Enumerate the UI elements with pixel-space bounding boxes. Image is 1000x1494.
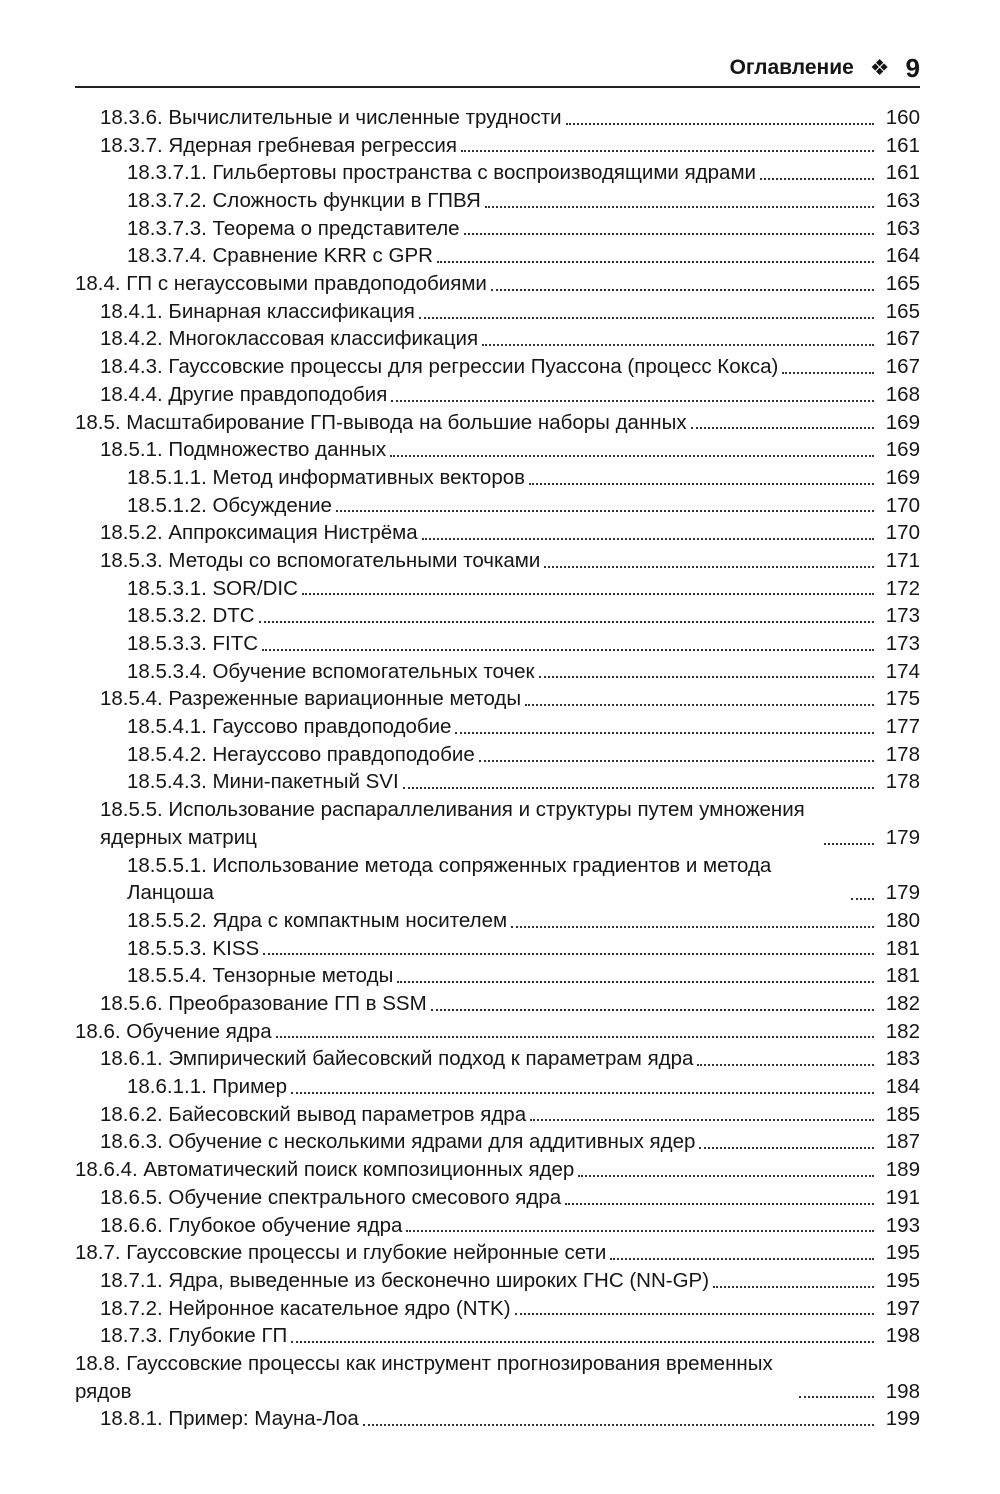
toc-entry-title: 18.5.3.3. FITC — [127, 632, 259, 656]
toc-entry-page: 169 — [885, 465, 920, 489]
toc-entry-title: 18.6.4. Автоматический поиск композиционных ядер — [75, 1158, 575, 1182]
dot-leader — [437, 261, 874, 263]
toc-entry-title: 18.8.1. Пример: Мауна-Лоа — [100, 1407, 359, 1431]
toc-entry[interactable] — [75, 630, 920, 658]
dot-leader — [336, 510, 874, 512]
toc-entry[interactable] — [75, 990, 920, 1018]
dot-leader — [525, 704, 874, 706]
dot-leader — [491, 289, 874, 291]
toc-entry-page: 198 — [885, 1379, 920, 1403]
toc-entry-title: 18.6.1.1. Пример — [127, 1075, 287, 1099]
toc-entry-page: 184 — [885, 1075, 920, 1099]
toc-entry[interactable] — [75, 1350, 920, 1405]
toc-entry-page: 164 — [885, 244, 920, 268]
toc-entry-title: 18.5.1.2. Обсуждение — [127, 493, 332, 517]
toc-entry[interactable] — [75, 353, 920, 381]
toc-entry-title: 18.5.1. Подмножество данных — [100, 438, 387, 462]
toc-entry-page: 198 — [885, 1324, 920, 1348]
toc-entry[interactable] — [75, 547, 920, 575]
toc-entry-page: 187 — [885, 1130, 920, 1154]
toc-entry-page: 161 — [885, 161, 920, 185]
dot-leader — [390, 455, 874, 457]
toc-entry[interactable] — [75, 492, 920, 520]
dot-leader — [422, 538, 874, 540]
toc-entry[interactable] — [75, 962, 920, 990]
dot-leader — [485, 206, 874, 208]
toc-entry-title: 18.5.3.4. Обучение вспомогательных точек — [127, 659, 535, 683]
toc-entry-page: 174 — [885, 659, 920, 683]
toc-entry[interactable] — [75, 159, 920, 187]
dot-leader — [691, 427, 874, 429]
header-title: Оглавление — [729, 56, 854, 79]
toc-entry-page: 180 — [885, 908, 920, 932]
toc-entry-page: 193 — [885, 1213, 920, 1237]
toc-entry-page: 170 — [885, 493, 920, 517]
toc-entry[interactable] — [75, 852, 920, 907]
dot-leader — [697, 1064, 874, 1066]
toc-entry-title: 18.4.1. Бинарная классификация — [100, 299, 415, 323]
dot-leader — [291, 1341, 874, 1343]
toc-entry-page: 179 — [885, 825, 920, 849]
toc-entry-page: 165 — [885, 299, 920, 323]
toc-entry-title: 18.5.6. Преобразование ГП в SSM — [100, 992, 427, 1016]
dot-leader — [529, 483, 874, 485]
dot-leader — [461, 150, 874, 152]
dot-leader — [782, 372, 874, 374]
toc-entry-page: 173 — [885, 632, 920, 656]
diamond-ornament-icon: ❖ — [869, 55, 890, 80]
toc-entry-title: 18.5.5. Использование распараллеливания и структуры путем умножения ядерных матриц — [100, 798, 805, 849]
toc-entry[interactable] — [75, 1073, 920, 1101]
toc-entry[interactable] — [75, 1156, 920, 1184]
toc-entry[interactable] — [75, 658, 920, 686]
toc-entry-page: 178 — [885, 742, 920, 766]
dot-leader — [824, 843, 874, 845]
toc-entry-title: 18.3.7.4. Сравнение KRR с GPR — [127, 244, 433, 268]
toc-entry-title: 18.5.3.2. DTC — [127, 604, 255, 628]
toc-entry[interactable] — [75, 298, 920, 326]
toc-entry[interactable] — [75, 1239, 920, 1267]
toc-entry[interactable] — [75, 187, 920, 215]
toc-entry[interactable] — [75, 409, 920, 437]
toc-entry-title: 18.7.2. Нейронное касательное ядро (NTK) — [100, 1296, 511, 1320]
dot-leader — [302, 593, 874, 595]
toc-entry[interactable] — [75, 1322, 920, 1350]
toc-entry-title: 18.6.2. Байесовский вывод параметров ядра — [100, 1102, 527, 1126]
toc-entry-title: 18.3.7.3. Теорема о представителе — [127, 216, 460, 240]
toc-entry-page: 167 — [885, 327, 920, 351]
dot-leader — [578, 1175, 874, 1177]
toc-entry-page: 173 — [885, 604, 920, 628]
toc-entry[interactable] — [75, 464, 920, 492]
toc-entry[interactable] — [75, 575, 920, 603]
toc-entry-page: 197 — [885, 1296, 920, 1320]
dot-leader — [566, 123, 874, 125]
toc-entry-title: 18.3.6. Вычислительные и численные трудности — [100, 105, 562, 129]
toc-entry-page: 195 — [885, 1268, 920, 1292]
toc-entry-title: 18.6.5. Обучение спектрального смесового ядра — [100, 1185, 562, 1209]
toc-entry-page: 179 — [885, 881, 920, 905]
dot-leader — [799, 1396, 874, 1398]
toc-entry-page: 185 — [885, 1102, 920, 1126]
dot-leader — [259, 621, 874, 623]
toc-entry-title: 18.5.5.4. Тензорные методы — [127, 964, 394, 988]
dot-leader — [397, 981, 874, 983]
toc-entry-page: 195 — [885, 1241, 920, 1265]
toc-entry-title: 18.6.3. Обучение с несколькими ядрами для аддитивных ядер — [100, 1130, 696, 1154]
toc-entry[interactable] — [75, 1212, 920, 1240]
toc-entry-title: 18.4.4. Другие правдоподобия — [100, 382, 388, 406]
toc-entry-title: 18.5.5.2. Ядра с компактным носителем — [127, 908, 508, 932]
dot-leader — [699, 1147, 874, 1149]
toc-entry-title: 18.5.4.3. Мини-пакетный SVI — [127, 770, 399, 794]
toc-entry-title: 18.5.3.1. SOR/DIC — [127, 576, 298, 600]
dot-leader — [464, 233, 874, 235]
dot-leader — [291, 1092, 874, 1094]
toc-entry[interactable] — [75, 1184, 920, 1212]
dot-leader — [455, 732, 874, 734]
toc-entry[interactable] — [75, 132, 920, 160]
dot-leader — [851, 898, 874, 900]
dot-leader — [544, 566, 874, 568]
toc-entry[interactable] — [75, 741, 920, 769]
toc-entry-title: 18.3.7.2. Сложность функции в ГПВЯ — [127, 189, 481, 213]
toc-entry[interactable] — [75, 519, 920, 547]
dot-leader — [391, 400, 874, 402]
header-page-number: 9 — [905, 52, 920, 83]
dot-leader — [530, 1119, 874, 1121]
toc-entry-title: 18.5.4.2. Негауссово правдоподобие — [127, 742, 475, 766]
toc-entry-page: 171 — [885, 548, 920, 572]
toc-entry-title: 18.7.1. Ядра, выведенные из бесконечно широких ГНС (NN-GP) — [100, 1268, 710, 1292]
toc-entry-title: 18.5.5.1. Использование метода сопряженных градиентов и метода Ланцоша — [127, 853, 772, 905]
toc-entry-page: 191 — [885, 1185, 920, 1209]
toc-entry[interactable] — [75, 215, 920, 243]
toc-entry-title: 18.3.7.1. Гильбертовы пространства с воспроизводящими ядрами — [127, 161, 756, 185]
toc-entry-page: 183 — [885, 1047, 920, 1071]
toc-entry-page: 170 — [885, 521, 920, 545]
toc-entry-page: 181 — [885, 964, 920, 988]
dot-leader — [363, 1424, 874, 1426]
toc-entry-title: 18.8. Гауссовские процессы как инструмент прогнозирования временных рядов — [75, 1351, 773, 1403]
dot-leader — [482, 344, 874, 346]
toc-entry-title: 18.5.4.1. Гауссово правдоподобие — [127, 715, 452, 739]
toc-entry[interactable] — [75, 1128, 920, 1156]
dot-leader — [515, 1313, 874, 1315]
toc-entry[interactable] — [75, 769, 920, 797]
toc-entry-page: 167 — [885, 355, 920, 379]
toc-entry-page: 178 — [885, 770, 920, 794]
toc-entry[interactable] — [75, 1101, 920, 1129]
toc-entry-page: 177 — [885, 715, 920, 739]
dot-leader — [263, 953, 874, 955]
toc-entry-title: 18.7. Гауссовские процессы и глубокие нейронные сети — [75, 1241, 607, 1265]
toc-entry-title: 18.4.2. Многоклассовая классификация — [100, 327, 479, 351]
dot-leader — [610, 1258, 874, 1260]
toc-entry[interactable] — [75, 713, 920, 741]
toc-entry[interactable] — [75, 1267, 920, 1295]
toc-entry[interactable] — [75, 1405, 920, 1433]
dot-leader — [713, 1286, 874, 1288]
dot-leader — [406, 1230, 874, 1232]
toc-entry-page: 169 — [885, 438, 920, 462]
toc-entry[interactable] — [75, 436, 920, 464]
toc-entry[interactable] — [75, 935, 920, 963]
toc-entry[interactable] — [75, 796, 920, 851]
toc-entry-title: 18.5.4. Разреженные вариационные методы — [100, 687, 522, 711]
toc-entry-title: 18.6.1. Эмпирический байесовский подход к параметрам ядра — [100, 1047, 694, 1071]
toc-entry-page: 161 — [885, 133, 920, 157]
dot-leader — [431, 1009, 874, 1011]
dot-leader — [760, 178, 874, 180]
toc-entry-page: 175 — [885, 687, 920, 711]
toc-entry-title: 18.6. Обучение ядра — [75, 1019, 272, 1043]
toc-entry-title: 18.5.2. Аппроксимация Нистрёма — [100, 521, 418, 545]
toc-entry[interactable] — [75, 1045, 920, 1073]
dot-leader — [419, 317, 874, 319]
toc-entry-title: 18.6.6. Глубокое обучение ядра — [100, 1213, 403, 1237]
dot-leader — [403, 787, 874, 789]
toc-entry[interactable] — [75, 242, 920, 270]
toc-entry-title: 18.4.3. Гауссовские процессы для регрессии Пуассона (процесс Кокса) — [100, 355, 779, 379]
toc-entry-page: 165 — [885, 272, 920, 296]
dot-leader — [539, 676, 875, 678]
toc-entry-title: 18.5.1.1. Метод информативных векторов — [127, 465, 526, 489]
toc-entry[interactable] — [75, 602, 920, 630]
toc-entry-title: 18.7.3. Глубокие ГП — [100, 1324, 288, 1348]
toc-entry-page: 168 — [885, 382, 920, 406]
toc-entry-page: 163 — [885, 189, 920, 213]
toc-entry[interactable] — [75, 381, 920, 409]
dot-leader — [262, 649, 874, 651]
toc-entry-title: 18.5.5.3. KISS — [127, 936, 260, 960]
dot-leader — [511, 926, 874, 928]
toc-entry[interactable] — [75, 1295, 920, 1323]
dot-leader — [565, 1203, 874, 1205]
table-of-contents — [75, 104, 920, 1433]
toc-entry-page: 199 — [885, 1407, 920, 1431]
toc-entry-page: 160 — [885, 105, 920, 129]
toc-entry[interactable] — [75, 104, 920, 132]
toc-entry[interactable] — [75, 1018, 920, 1046]
toc-entry[interactable] — [75, 907, 920, 935]
toc-entry-title: 18.5.3. Методы со вспомогательными точками — [100, 548, 541, 572]
toc-entry-page: 181 — [885, 936, 920, 960]
toc-entry-title: 18.4. ГП с негауссовыми правдоподобиями — [75, 272, 487, 296]
dot-leader — [479, 760, 874, 762]
toc-entry-page: 169 — [885, 410, 920, 434]
dot-leader — [276, 1036, 874, 1038]
toc-entry-page: 172 — [885, 576, 920, 600]
toc-entry[interactable] — [75, 326, 920, 354]
toc-entry-page: 189 — [885, 1158, 920, 1182]
toc-entry-page: 182 — [885, 992, 920, 1016]
toc-entry-page: 182 — [885, 1019, 920, 1043]
toc-entry-page: 163 — [885, 216, 920, 240]
toc-entry[interactable] — [75, 685, 920, 713]
running-header — [75, 50, 920, 88]
toc-entry[interactable] — [75, 270, 920, 298]
toc-entry-title: 18.3.7. Ядерная гребневая регрессия — [100, 133, 457, 157]
toc-entry-title: 18.5. Масштабирование ГП-вывода на большие наборы данных — [75, 410, 687, 434]
